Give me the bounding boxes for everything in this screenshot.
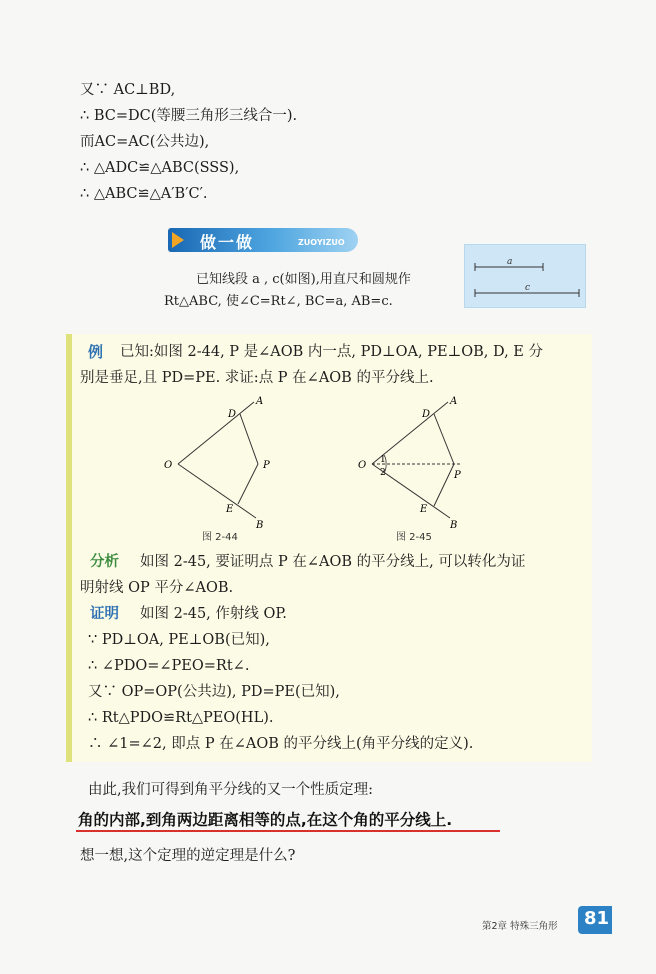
proof-top-line-1: 又∵ AC⊥BD, xyxy=(80,82,176,98)
think-question: 想一想,这个定理的逆定理是什么? xyxy=(80,848,296,864)
proof-top-line-3: 而AC=AC(公共边), xyxy=(80,134,210,150)
proof-line-2: ∴ ∠PDO=∠PEO=Rt∠. xyxy=(88,658,250,674)
example-side-bar xyxy=(66,334,72,762)
fig2-label-a: A xyxy=(450,396,458,407)
fig2-seg-pe xyxy=(434,464,454,506)
example-label: 例 xyxy=(88,343,104,361)
analysis-text-2: 明射线 OP 平分∠AOB. xyxy=(80,580,234,596)
doit-title: 做一做 xyxy=(200,233,255,252)
fig2-angle-2-label: 2 xyxy=(380,468,386,478)
doit-text-2: Rt△ABC, 使∠C=Rt∠, BC=a, AB=c. xyxy=(164,294,393,309)
footer-chapter: 第2章 特殊三角形 xyxy=(482,921,558,932)
segment-a-label: a xyxy=(507,257,513,267)
fig1-label-a: A xyxy=(256,396,264,407)
doit-pinyin: ZUOYIZUO xyxy=(298,238,345,247)
proof-top-line-2: ∴ BC=DC(等腰三角形三线合一). xyxy=(80,108,298,124)
fig2-seg-pd xyxy=(434,414,454,464)
fig1-ray-oa xyxy=(178,402,254,464)
proof-line-4: ∴ Rt△PDO≌Rt△PEO(HL). xyxy=(88,710,274,726)
figure-2-45-caption: 图 2-45 xyxy=(396,532,432,543)
segment-figure-box xyxy=(464,244,586,308)
fig1-seg-pe xyxy=(238,464,258,504)
fig2-angle-1-label: 1 xyxy=(380,455,386,465)
segments-svg xyxy=(465,245,585,307)
conclusion-intro: 由此,我们可得到角平分线的又一个性质定理: xyxy=(88,782,373,798)
fig2-label-b: B xyxy=(450,520,458,531)
figure-2-44-caption: 图 2-44 xyxy=(202,532,238,543)
proof-label: 证明 xyxy=(90,606,119,622)
fig1-label-o: O xyxy=(164,460,173,471)
example-text-1: 已知:如图 2-44, P 是∠AOB 内一点, PD⊥OA, PE⊥OB, D, E 分 xyxy=(120,344,543,360)
proof-line-5: ∴ ∠1=∠2, 即点 P 在∠AOB 的平分线上(角平分线的定义). xyxy=(88,736,474,752)
fig1-label-e: E xyxy=(226,504,234,515)
example-text-2: 别是垂足,且 PD=PE. 求证:点 P 在∠AOB 的平分线上. xyxy=(80,370,434,386)
segment-c-label: c xyxy=(525,283,531,293)
proof-line-1: ∵ PD⊥OA, PE⊥OB(已知), xyxy=(88,632,270,648)
figure-2-45 xyxy=(354,392,474,532)
proof-line-0: 如图 2-45, 作射线 OP. xyxy=(140,606,287,622)
arrow-icon xyxy=(172,232,184,248)
figure-2-44 xyxy=(160,392,280,532)
fig1-label-d: D xyxy=(228,409,237,420)
fig2-label-p: P xyxy=(454,470,461,481)
theorem-statement: 角的内部,到角两边距离相等的点,在这个角的平分线上. xyxy=(78,811,453,829)
analysis-text-1: 如图 2-45, 要证明点 P 在∠AOB 的平分线上, 可以转化为证 xyxy=(140,554,526,570)
theorem-underline xyxy=(76,830,500,832)
fig1-label-p: P xyxy=(263,460,270,471)
proof-top-line-5: ∴ △ABC≌△A′B′C′. xyxy=(80,186,208,202)
fig1-label-b: B xyxy=(256,520,264,531)
fig1-seg-pd xyxy=(240,414,258,464)
fig2-label-o: O xyxy=(358,460,367,471)
proof-line-3: 又∵ OP=OP(公共边), PD=PE(已知), xyxy=(88,684,340,700)
fig2-label-e: E xyxy=(420,504,428,515)
proof-top-line-4: ∴ △ADC≌△ABC(SSS), xyxy=(80,160,240,176)
page-number: 81 xyxy=(584,908,610,929)
doit-text-1: 已知线段 a , c(如图),用直尺和圆规作 xyxy=(196,272,411,287)
fig2-label-d: D xyxy=(422,409,431,420)
analysis-label: 分析 xyxy=(90,554,119,570)
